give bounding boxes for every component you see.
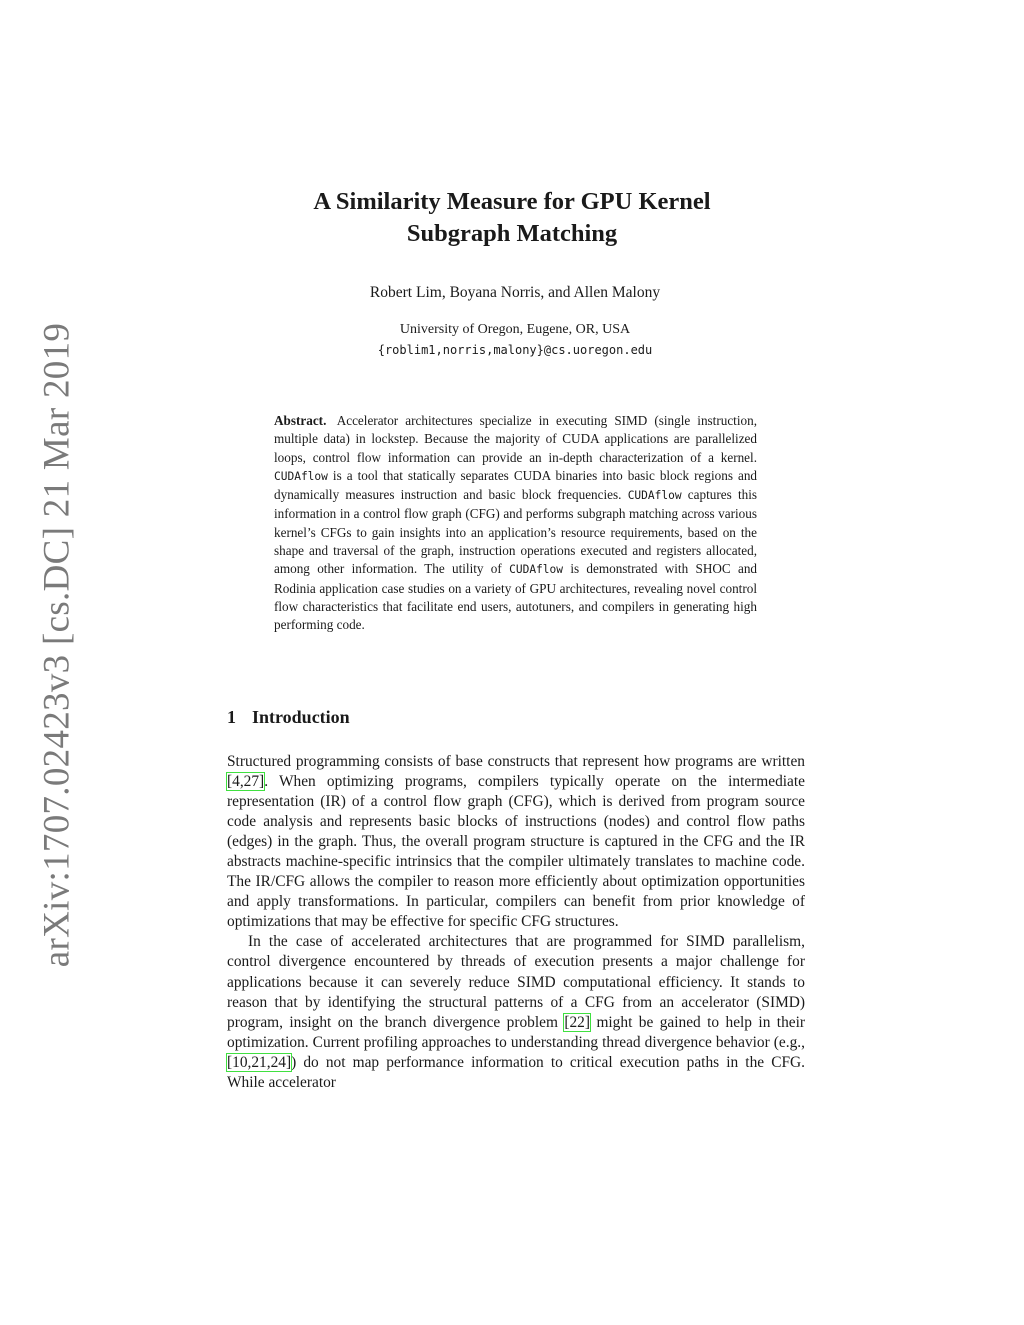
abstract-text: is a tool that statically separates CUDA binaries into basic block regions and dynamically measures instruction and basic block frequencies. (274, 467, 758, 503)
section-number: 1 (227, 707, 236, 727)
arxiv-identifier: arXiv:1707.02423v3 [cs.DC] 21 Mar 2019 (36, 322, 78, 968)
title-line-2: Subgraph Matching (406, 220, 618, 247)
affiliation-block (0, 320, 1024, 360)
body-text: ) do not map performance information to critical execution paths in the CFG. While accelerator (227, 1053, 805, 1091)
body-text: In the case of accelerated architectures that are programmed for SIMD parallelism, control divergence encountered by threads of execution presents a major challenge for applications because it can severely reduce SIMD computational efficiency. It stands to reason that by identifying the structural patterns of a CFG from an accelerator (SIMD) program, insight on the branch divergence problem (227, 933, 805, 1031)
abstract-text: is demonstrated with SHOC and Rodinia application case studies on a variety of GPU architectures, revealing novel control flow characteristics that facilitate end users, autotuners, and compilers in generating high performing code. (274, 561, 758, 633)
body-text: might be gained to help in their optimization. Current profiling approaches to understanding thread divergence behavior (e.g., (227, 1013, 806, 1051)
author-email: {roblim1,norris,malony}@cs.uoregon.edu (377, 343, 653, 357)
paragraph-1 (227, 752, 805, 932)
abstract-text: Accelerator architectures specialize in executing SIMD (single instruction, multiple data) in lockstep. Because the majority of CUDA applications are parallelized loops, control flow information can provide an in-depth characterization of a kernel. (274, 413, 757, 465)
tool-name: CUDAflow (509, 563, 563, 577)
section-heading (227, 707, 350, 728)
title-line-1: A Similarity Measure for GPU Kernel (313, 188, 711, 215)
section-title: Introduction (252, 707, 350, 727)
paragraph-2 (227, 932, 805, 1092)
abstract (274, 412, 757, 635)
citation-link[interactable]: [10,21,24] (227, 1053, 292, 1071)
tool-name: CUDAflow (627, 489, 682, 503)
abstract-text: captures this information in a control flow graph (CFG) and performs subgraph matching across various kernel’s CFGs to gain insights into an application’s resource requirements, based on the shape and traversal of the graph, instruction operations executed and registers allocated, among other information. The utility of (274, 487, 758, 577)
citation-link[interactable]: [4,27] (227, 773, 265, 791)
abstract-label: Abstract. (274, 413, 327, 428)
author-list: Robert Lim, Boyana Norris, and Allen Malony (369, 284, 661, 301)
body-text: Structured programming consists of base constructs that represent how programs are written (227, 753, 805, 770)
affiliation: University of Oregon, Eugene, OR, USA (399, 322, 631, 337)
body-text: . When optimizing programs, compilers typically operate on the intermediate representation (IR) of a control flow graph (CFG), which is derived from program source code analysis and represents basic blocks of instructions (nodes) and control flow paths (edges) in the graph. Thus, the overall program structure is captured in the CFG and the IR abstracts machine-specific intrinsics that the compiler ultimately translates to machine code. The IR/CFG allows the compiler to reason more efficiently about optimization opportunities and apply transformations. In particular, compilers can benefit from prior knowledge of optimizations that may be effective for specific CFG structures. (227, 773, 805, 931)
tool-name: CUDAflow (274, 469, 328, 483)
citation-link[interactable]: [22] (564, 1013, 591, 1031)
paper-title (0, 186, 1024, 250)
introduction-body (227, 752, 805, 1093)
